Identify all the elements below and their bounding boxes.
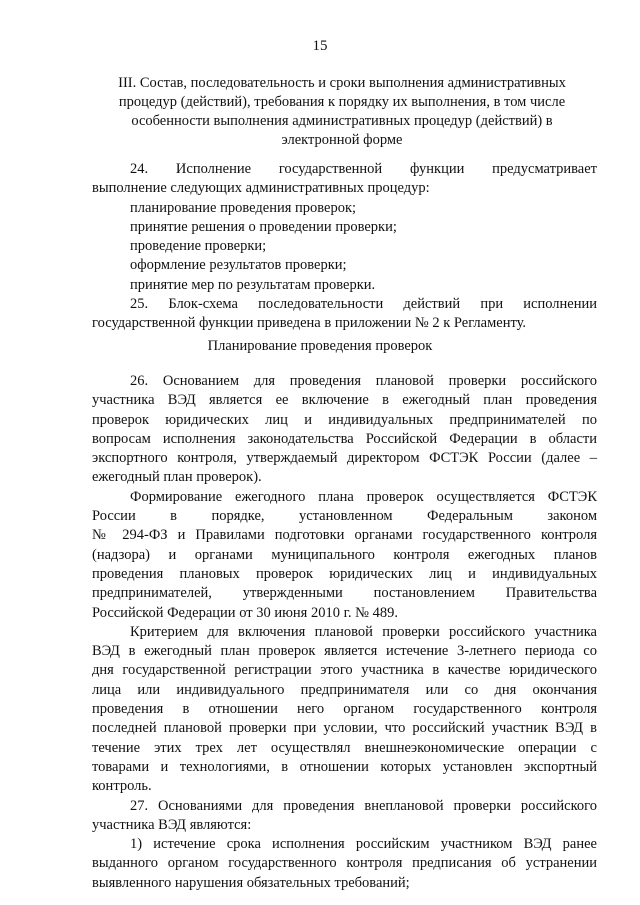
text-line: ВЭД в ежегодный план проверок является истечение 3-летнего периода со xyxy=(92,643,597,660)
text-line: Формирование ежегодного плана проверок осуществляется ФСТЭК xyxy=(130,488,597,505)
list-item: принятие мер по результатам проверки. xyxy=(130,276,376,293)
page-number: 15 xyxy=(312,38,328,54)
text-line: № 294-ФЗ и Правилами подготовки органами государственного контроля xyxy=(92,527,597,544)
text-line: выданного органом государственного контроля предписания об устранении xyxy=(92,855,597,872)
text-line: 27. Основаниями для проведения внеплановой проверки российского xyxy=(130,797,597,814)
text-line: России в порядке, установленном Федеральным законом xyxy=(92,508,597,525)
text-line: 24. Исполнение государственной функции предусматривает xyxy=(130,161,597,177)
text-line: последней плановой проверки при условии, что российский участник ВЭД в xyxy=(92,720,597,737)
text-line: выявленного нарушения обязательных требований; xyxy=(92,874,410,891)
text-line: дня государственной регистрации этого участника в качестве юридического xyxy=(92,662,597,679)
section-title-line: III. Состав, последовательность и сроки выполнения административных xyxy=(118,75,566,91)
text-line: течение этих трех лет осуществлял внешнеэкономические операции с xyxy=(92,739,597,756)
text-line: выполнение следующих административных процедур: xyxy=(92,180,430,197)
text-line: предпринимателей, утвержденными постановлением Правительства xyxy=(92,585,597,602)
text-line: проведения в отношении него органом государственного контроля xyxy=(92,701,597,718)
list-item: планирование проведения проверок; xyxy=(130,199,357,216)
text-line: 26. Основанием для проведения плановой проверки российского xyxy=(130,373,597,389)
paragraph-block-procedures xyxy=(92,160,597,334)
text-line: (надзора) и органами муниципального контроля ежегодных планов xyxy=(92,546,597,563)
text-line: Российской Федерации от 30 июня 2010 г. № 489. xyxy=(92,604,399,621)
section-title-line: особенности выполнения административных процедур (действий) в xyxy=(131,113,553,129)
list-item: проведение проверки; xyxy=(130,238,267,255)
paragraph-block-planning xyxy=(92,372,597,893)
text-line: участника ВЭД является ее включение в ежегодный план проведения xyxy=(92,392,597,409)
text-line: Критерием для включения плановой проверки российского участника xyxy=(130,623,597,640)
text-line: лица или индивидуального предпринимателя или со дня окончания xyxy=(92,681,597,698)
section-title xyxy=(96,74,588,150)
text-line: экспортного контроля, утверждаемый директором ФСТЭК России (далее – xyxy=(92,450,597,467)
section-title-line: электронной форме xyxy=(281,132,403,148)
section-title-line: процедур (действий), требования к порядку их выполнения, в том числе xyxy=(118,94,566,110)
text-line: проверок юридических лиц и индивидуальных предпринимателей по xyxy=(92,411,597,428)
text-line: государственной функции приведена в приложении № 2 к Регламенту. xyxy=(92,315,527,332)
subheading: Планирование проведения проверок xyxy=(207,338,433,354)
text-line: контроль. xyxy=(92,778,152,795)
text-line: участника ВЭД являются: xyxy=(92,816,252,833)
text-line: 1) истечение срока исполнения российским участником ВЭД ранее xyxy=(130,836,597,853)
list-item: оформление результатов проверки; xyxy=(130,257,347,274)
text-line: 25. Блок-схема последовательности действий при исполнении xyxy=(130,296,597,313)
text-line: товарами и технологиями, в отношении которых установлен экспортный xyxy=(92,758,597,775)
text-line: проведения плановых проверок юридических лиц и индивидуальных xyxy=(92,565,597,582)
list-item: принятие решения о проведении проверки; xyxy=(130,218,397,235)
text-line: ежегодный план проверок). xyxy=(92,469,262,486)
text-line: вопросам исполнения законодательства Российской Федерации в области xyxy=(92,430,597,447)
